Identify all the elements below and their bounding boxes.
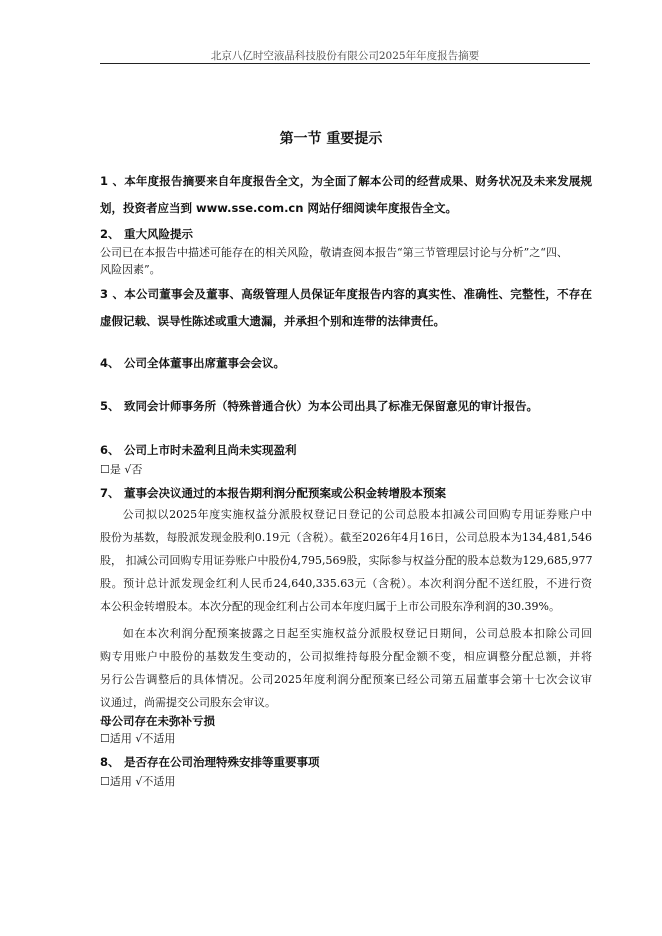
item-7-p1-line: 股份为基数，每股派发现金股利0.19元（含税）。截至2026年4月16日，公司总股本为134,481,546 xyxy=(100,531,592,544)
item-3-number: 3、 xyxy=(100,287,124,301)
item-1-number: 1、 xyxy=(100,174,124,188)
item-7-heading: 7、 董事会决议通过的本报告期利润分配预案或公积金转增股本预案 xyxy=(100,483,592,503)
item-8-options: ☐适用 √不适用 xyxy=(100,775,176,788)
item-1-line-2: 划，投资者应当到 www.sse.com.cn 网站仔细阅读年度报告全文。 xyxy=(100,201,457,215)
item-6-number: 6、 xyxy=(100,443,120,457)
item-6 xyxy=(100,440,592,480)
item-3-line-2: 虚假记载、误导性陈述或重大遗漏，并承担个别和连带的法律责任。 xyxy=(100,314,445,328)
item-8-heading: 8、 是否存在公司治理特殊安排等重要事项 xyxy=(100,752,592,772)
item-7-p1-line: 公司拟以2025年度实施权益分派股权登记日登记的公司总股本扣减公司回购专用证券账户中 xyxy=(122,508,592,521)
item-4 xyxy=(100,350,592,377)
item-7-p1-line: 本公积金转增股本。本次分配的现金红利占公司本年度归属于上市公司股东净利润的30.39%。 xyxy=(100,600,560,613)
item-6-heading: 6、 公司上市时未盈利且尚未实现盈利 xyxy=(100,440,592,460)
item-7-p2-line: 议通过，尚需提交公司股东会审议。 xyxy=(100,696,276,709)
item-7-paragraph-2 xyxy=(100,622,592,714)
item-5-number: 5、 xyxy=(100,399,120,413)
item-2 xyxy=(100,224,592,278)
item-4-number: 4、 xyxy=(100,356,120,370)
item-2-text-line-1: 公司已在本报告中描述可能存在的相关风险，敬请查阅本报告“第三节管理层讨论与分析”之“四、 xyxy=(100,246,568,259)
item-7-number: 7、 xyxy=(100,486,120,500)
page-header: 北京八亿时空液晶科技股份有限公司2025年年度报告摘要 xyxy=(210,50,480,62)
item-1-line-1: 1、本年度报告摘要来自年度报告全文，为全面了解本公司的经营成果、财务状况及未来发展规 xyxy=(100,168,592,195)
item-7-paragraph-1 xyxy=(100,503,592,618)
item-5 xyxy=(100,393,592,420)
parent-loss-options: ☐适用 √不适用 xyxy=(100,732,176,745)
item-2-text-line-2: 风险因素”。 xyxy=(100,263,161,276)
item-5-text: 5、 致同会计师事务所（特殊普通合伙）为本公司出具了标准无保留意见的审计报告。 xyxy=(100,393,592,420)
parent-loss-heading: 母公司存在未弥补亏损 xyxy=(100,714,215,728)
item-7-p2-line: 另行公告调整后的具体情况。公司2025年度利润分配预案已经公司第五届董事会第十七次会议审 xyxy=(100,673,592,686)
item-3 xyxy=(100,281,592,335)
item-8-number: 8、 xyxy=(100,755,120,769)
item-8 xyxy=(100,752,592,792)
item-3-line-1: 3、本公司董事会及董事、高级管理人员保证年度报告内容的真实性、准确性、完整性，不存在 xyxy=(100,281,592,308)
parent-loss-block xyxy=(100,713,592,747)
item-7-p2-line: 如在本次利润分配预案披露之日起至实施权益分派股权登记日期间，公司总股本扣除公司回 xyxy=(122,627,592,640)
item-1 xyxy=(100,168,592,222)
item-2-number: 2、 xyxy=(100,227,120,241)
item-7-p2-line: 购专用账户中股份的基数发生变动的，公司拟维持每股分配金额不变，相应调整分配总额，并将 xyxy=(100,650,592,663)
item-7 xyxy=(100,483,592,714)
item-6-options: ☐是 √否 xyxy=(100,463,143,476)
item-2-heading: 2、 重大风险提示 xyxy=(100,224,592,244)
item-4-text: 4、 公司全体董事出席董事会会议。 xyxy=(100,350,592,377)
section-title: 第一节 重要提示 xyxy=(279,131,383,147)
item-7-p1-line: 股， 扣减公司回购专用证券账户中股份4,795,569股，实际参与权益分配的股本总数为129,685,977 xyxy=(100,554,593,567)
item-7-p1-line: 股。预计总计派发现金红利人民币24,640,335.63元（含税）。本次利润分配不送红股，不进行资 xyxy=(100,577,592,590)
header-divider xyxy=(100,63,590,64)
